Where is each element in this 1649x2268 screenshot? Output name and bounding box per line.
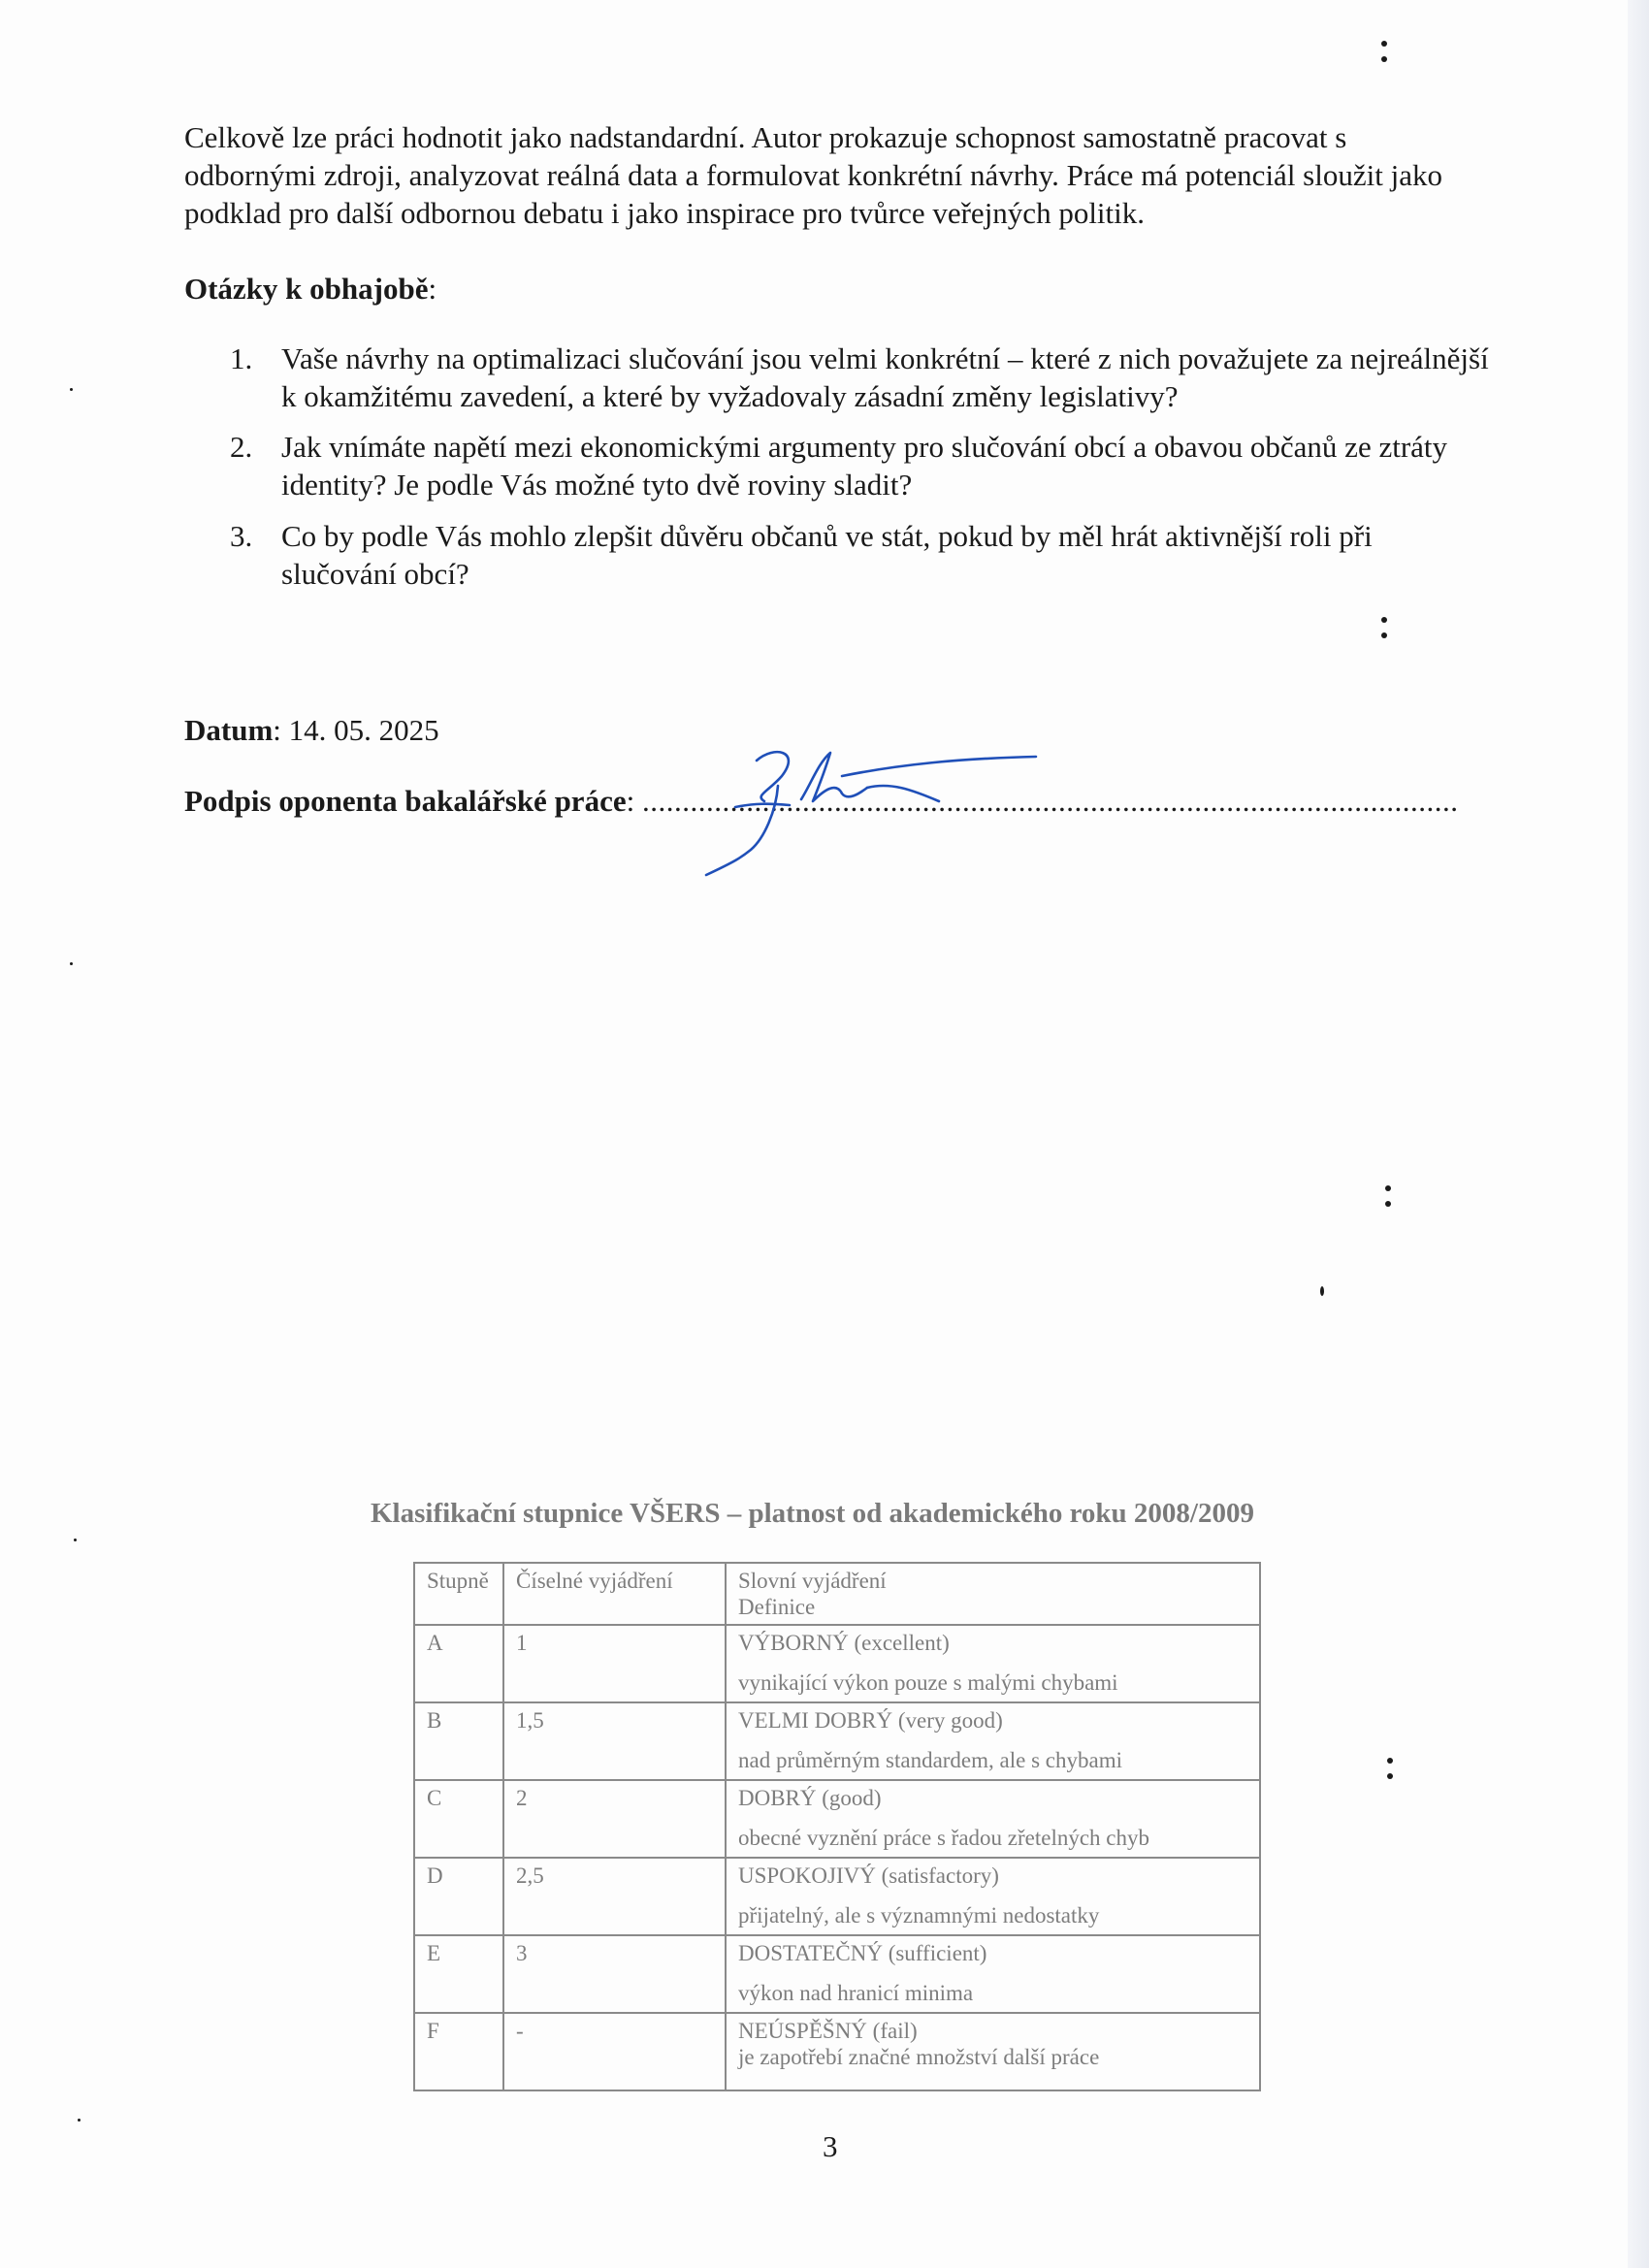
table-row <box>414 1702 1260 1780</box>
scan-speck <box>1381 41 1387 47</box>
questions-heading-label: Otázky k obhajobě <box>184 272 429 306</box>
date-label: Datum <box>184 713 274 747</box>
number-cell: 2,5 <box>503 1858 726 1935</box>
grade-scale-table <box>413 1562 1261 2091</box>
questions-heading-colon: : <box>428 272 437 306</box>
grade-definition: nad průměrným standardem, ale s chybami <box>738 1748 1122 1772</box>
grade-definition: přijatelný, ale s významnými nedostatky <box>738 1903 1100 1928</box>
grade-word: USPOKOJIVÝ (satisfactory) <box>738 1863 999 1888</box>
question-text: Co by podle Vás mohlo zlepšit důvěru občanů ve stát, pokud by měl hrát aktivnější roli při slučování obcí? <box>281 519 1373 591</box>
table-header-row <box>414 1563 1260 1625</box>
scan-edge-shadow <box>1628 0 1649 2268</box>
scan-speck <box>1381 632 1387 638</box>
scan-speck <box>1387 1758 1393 1764</box>
description-cell <box>726 1625 1260 1702</box>
header-stupen: Stupně <box>414 1563 503 1625</box>
date-colon: : <box>273 713 281 747</box>
header-slovni-label: Slovní vyjádření <box>738 1569 887 1593</box>
grade-word: VÝBORNÝ (excellent) <box>738 1631 950 1655</box>
scan-speck <box>70 388 73 391</box>
grade-definition: výkon nad hranicí minima <box>738 1981 974 2005</box>
grade-cell: B <box>414 1702 503 1780</box>
description-cell <box>726 1935 1260 2013</box>
grade-scale-title: Klasifikační stupnice VŠERS – platnost od akademického roku 2008/2009 <box>371 1498 1254 1529</box>
description-cell <box>726 2013 1260 2090</box>
date-row <box>184 711 439 750</box>
description-cell <box>726 1858 1260 1935</box>
questions-heading <box>184 270 436 308</box>
description-cell <box>726 1780 1260 1858</box>
scan-speck <box>70 962 73 965</box>
header-definice-label: Definice <box>738 1595 816 1619</box>
header-ciselne: Číselné vyjádření <box>503 1563 726 1625</box>
scan-speck <box>1387 1773 1393 1779</box>
signature-label: Podpis oponenta bakalářské práce <box>184 784 627 818</box>
table-row <box>414 1625 1260 1702</box>
question-text: Jak vnímáte napětí mezi ekonomickými argumenty pro slučování obcí a obavou občanů ze ztráty identity? Je podle Vás možné tyto dvě roviny sladit? <box>281 430 1448 502</box>
scan-speck <box>1320 1286 1324 1296</box>
number-cell: 1 <box>503 1625 726 1702</box>
signature-colon: : <box>626 784 635 818</box>
scan-speck <box>1381 56 1387 62</box>
grade-word: VELMI DOBRÝ (very good) <box>738 1708 1003 1733</box>
number-cell: 2 <box>503 1780 726 1858</box>
grade-definition: je zapotřebí značné množství další práce <box>738 2045 1100 2069</box>
grade-cell: E <box>414 1935 503 2013</box>
table-row <box>414 1935 1260 2013</box>
scan-speck <box>78 2119 81 2122</box>
grade-word: DOBRÝ (good) <box>738 1786 882 1810</box>
grade-cell: C <box>414 1780 503 1858</box>
handwritten-signature <box>696 731 1046 877</box>
table-row <box>414 1780 1260 1858</box>
grade-definition: vynikající výkon pouze s malými chybami <box>738 1670 1118 1695</box>
table-row <box>414 1858 1260 1935</box>
grade-word: NEÚSPĚŠNÝ (fail) <box>738 2019 918 2043</box>
page-number: 3 <box>823 2129 838 2163</box>
number-cell: 3 <box>503 1935 726 2013</box>
header-slovni <box>726 1563 1260 1625</box>
signature-line: ...................................................................................................... <box>641 784 1459 818</box>
date-value: 14. 05. 2025 <box>288 713 439 747</box>
grade-definition: obecné vyznění práce s řadou zřetelných chyb <box>738 1826 1150 1850</box>
scan-speck <box>1385 1185 1391 1191</box>
evaluation-paragraph: Celkově lze práci hodnotit jako nadstandardní. Autor prokazuje schopnost samostatně pracovat s odbornými zdroji, analyzovat reálná data a formulovat konkrétní návrhy. Práce má potenciál sloužit jako podklad pro další odbornou debatu i jako inspirace pro tvůrce veřejných politik. <box>184 120 1442 230</box>
question-number: 1. <box>230 341 253 375</box>
table-row <box>414 2013 1260 2090</box>
number-cell: - <box>503 2013 726 2090</box>
number-cell: 1,5 <box>503 1702 726 1780</box>
grade-cell: D <box>414 1858 503 1935</box>
grade-cell: A <box>414 1625 503 1702</box>
grade-cell: F <box>414 2013 503 2090</box>
question-text: Vaše návrhy na optimalizaci slučování jsou velmi konkrétní – které z nich považujete za nejreálnější k okamžitému zavedení, a které by vyžadovaly zásadní změny legislativy? <box>281 341 1489 413</box>
question-number: 3. <box>230 519 253 553</box>
question-number: 2. <box>230 430 253 464</box>
scan-speck <box>1385 1201 1391 1207</box>
scan-speck <box>74 1539 77 1541</box>
description-cell <box>726 1702 1260 1780</box>
scan-speck <box>1381 617 1387 623</box>
grade-word: DOSTATEČNÝ (sufficient) <box>738 1941 987 1965</box>
